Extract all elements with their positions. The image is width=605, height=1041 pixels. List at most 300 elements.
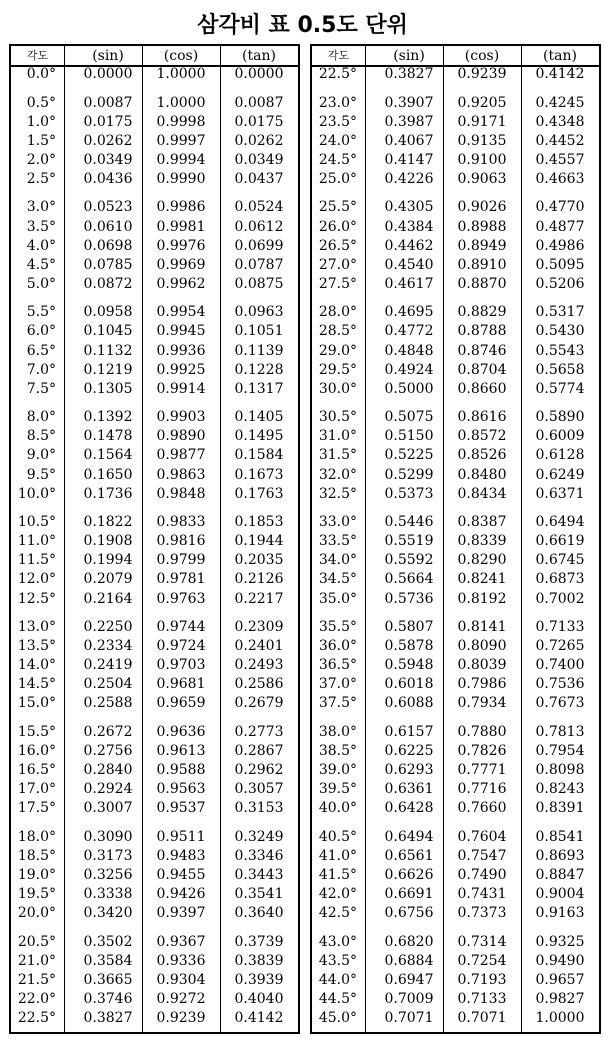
cell-tan: 0.0699	[234, 237, 284, 254]
cell-angle: 24.5°	[318, 151, 357, 168]
cell-tan: 0.8098	[535, 762, 585, 779]
cell-cos: 0.9998	[156, 113, 206, 130]
cell-angle: 17.5°	[17, 800, 56, 817]
cell-tan: 0.3739	[234, 933, 284, 950]
cell-tan: 0.3153	[234, 800, 284, 817]
cell-angle: 21.5°	[17, 971, 56, 988]
cell-sin: 0.3987	[384, 113, 434, 130]
cell-cos: 0.9659	[156, 695, 206, 712]
cell-tan: 0.2586	[234, 676, 284, 693]
cell-angle: 26.0°	[318, 218, 357, 235]
cell-tan: 0.7536	[535, 676, 585, 693]
cell-tan: 0.3346	[234, 847, 284, 864]
cell-tan: 0.0000	[234, 66, 284, 82]
cell-sin: 0.3502	[83, 933, 133, 950]
cell-cos: 0.9367	[156, 933, 206, 950]
cell-sin: 0.6820	[384, 933, 434, 950]
cell-sin: 0.6561	[384, 847, 434, 864]
cell-cos: 0.9171	[457, 113, 507, 130]
cell-cos: 0.9981	[156, 218, 206, 235]
cell-angle: 37.0°	[318, 676, 357, 693]
cell-cos: 0.9613	[156, 743, 206, 759]
cell-tan: 0.5774	[535, 380, 585, 397]
cell-tan: 0.4986	[535, 237, 585, 254]
trig-table-right	[310, 44, 601, 1034]
cell-angle: 6.0°	[26, 323, 56, 340]
cell-sin: 0.2419	[83, 657, 133, 674]
cell-sin: 0.3827	[384, 66, 434, 82]
cell-sin: 0.1822	[83, 514, 133, 531]
cell-sin: 0.5736	[384, 590, 434, 607]
cell-cos: 0.9890	[156, 428, 206, 445]
cell-cos: 0.9816	[156, 533, 206, 550]
cell-tan: 0.4557	[535, 151, 585, 168]
cell-sin: 0.2588	[83, 695, 133, 712]
cell-cos: 0.8339	[457, 533, 507, 550]
cell-cos: 0.8949	[457, 237, 507, 254]
cell-angle: 3.5°	[26, 218, 56, 235]
cell-cos: 0.9877	[156, 447, 206, 464]
cell-sin: 0.4924	[384, 361, 434, 378]
cell-sin: 0.3746	[83, 991, 133, 1007]
cell-tan: 0.4142	[234, 1010, 284, 1027]
cell-angle: 23.5°	[318, 113, 357, 130]
cell-cos: 0.9239	[457, 66, 507, 82]
cell-tan: 0.6619	[535, 533, 585, 550]
cell-sin: 0.1994	[83, 552, 133, 569]
cell-tan: 0.7133	[535, 619, 585, 635]
cell-cos: 0.9994	[156, 151, 206, 168]
cell-sin: 0.7071	[384, 1010, 434, 1027]
cell-sin: 0.4772	[384, 323, 434, 340]
cell-angle: 39.5°	[318, 781, 357, 798]
cell-angle: 0.0°	[26, 66, 56, 82]
cell-angle: 40.0°	[318, 800, 357, 817]
cell-angle: 35.5°	[318, 619, 357, 635]
cell-sin: 0.6293	[384, 762, 434, 779]
cell-cos: 0.7547	[457, 847, 507, 864]
cell-angle: 43.5°	[318, 952, 357, 969]
cell-sin: 0.4617	[384, 275, 434, 292]
cell-angle: 6.5°	[26, 342, 56, 359]
cell-angle: 33.5°	[318, 533, 357, 550]
cell-sin: 0.6157	[384, 723, 434, 740]
cell-sin: 0.5225	[384, 447, 434, 464]
cell-angle: 9.0°	[26, 447, 56, 464]
cell-tan: 0.6371	[535, 485, 585, 502]
cell-cos: 0.8192	[457, 590, 507, 607]
cell-cos: 0.9863	[156, 466, 206, 483]
cell-tan: 0.5658	[535, 361, 585, 378]
cell-cos: 0.8434	[457, 485, 507, 502]
cell-sin: 0.3420	[83, 905, 133, 922]
cell-cos: 0.7604	[457, 828, 507, 845]
cell-sin: 0.3338	[83, 886, 133, 903]
cell-tan: 0.6128	[535, 447, 585, 464]
cell-cos: 0.9455	[156, 867, 206, 883]
cell-cos: 0.9914	[156, 380, 206, 397]
cell-tan: 0.3541	[234, 886, 284, 903]
cell-angle: 44.0°	[318, 971, 357, 988]
cell-tan: 0.4452	[535, 132, 585, 149]
cell-tan: 0.6745	[535, 552, 585, 569]
cell-tan: 0.2679	[234, 695, 284, 712]
cell-tan: 0.1405	[234, 409, 284, 426]
cell-angle: 28.0°	[318, 304, 357, 321]
cell-angle: 1.0°	[26, 113, 56, 130]
header-cos: (cos)	[464, 48, 500, 64]
cell-tan: 0.2867	[234, 743, 284, 759]
cell-angle: 30.5°	[318, 409, 357, 426]
cell-cos: 0.9986	[156, 199, 206, 216]
cell-tan: 0.5317	[535, 304, 585, 321]
cell-sin: 0.3090	[83, 828, 133, 845]
cell-tan: 0.0262	[234, 132, 284, 149]
header-angle: 각도	[26, 49, 49, 62]
cell-tan: 0.4877	[535, 218, 585, 235]
cell-cos: 0.9563	[156, 781, 206, 798]
cell-tan: 0.8541	[535, 828, 585, 845]
cell-tan: 0.4142	[535, 66, 585, 82]
cell-tan: 0.3939	[234, 971, 284, 988]
cell-sin: 0.3007	[83, 800, 133, 817]
cell-sin: 0.0349	[83, 151, 133, 168]
cell-tan: 1.0000	[535, 1010, 585, 1027]
cell-cos: 0.9100	[457, 151, 507, 168]
header-sin: (sin)	[393, 48, 425, 64]
cell-tan: 0.5095	[535, 256, 585, 273]
cell-tan: 0.9657	[535, 971, 585, 988]
cell-sin: 0.0436	[83, 170, 133, 187]
cell-sin: 0.2504	[83, 676, 133, 693]
cell-cos: 0.8704	[457, 361, 507, 378]
cell-tan: 0.1944	[234, 533, 284, 550]
cell-angle: 32.5°	[318, 485, 357, 502]
cell-sin: 0.4067	[384, 132, 434, 149]
cell-sin: 0.1908	[83, 533, 133, 550]
cell-angle: 22.5°	[17, 1010, 56, 1027]
table-header-left	[11, 46, 298, 67]
cell-tan: 0.2217	[234, 590, 284, 607]
cell-sin: 0.0523	[83, 199, 133, 216]
cell-tan: 0.0349	[234, 151, 284, 168]
cell-tan: 0.1317	[234, 380, 284, 397]
cell-angle: 42.0°	[318, 886, 357, 903]
cell-tan: 0.9004	[535, 886, 585, 903]
cell-cos: 0.7193	[457, 971, 507, 988]
cell-sin: 0.1045	[83, 323, 133, 340]
cell-tan: 0.1763	[234, 485, 284, 502]
cell-angle: 16.0°	[17, 743, 56, 759]
cell-cos: 1.0000	[156, 66, 206, 82]
cell-sin: 0.3665	[83, 971, 133, 988]
cell-angle: 35.0°	[318, 590, 357, 607]
cell-sin: 0.2924	[83, 781, 133, 798]
cell-angle: 19.5°	[17, 886, 56, 903]
cell-sin: 0.4384	[384, 218, 434, 235]
cell-cos: 0.9997	[156, 132, 206, 149]
cell-sin: 0.1650	[83, 466, 133, 483]
cell-tan: 0.5890	[535, 409, 585, 426]
cell-angle: 13.0°	[17, 619, 56, 635]
cell-angle: 3.0°	[26, 199, 56, 216]
cell-angle: 18.5°	[17, 847, 56, 864]
cell-angle: 36.0°	[318, 638, 357, 655]
cell-cos: 0.9763	[156, 590, 206, 607]
cell-angle: 10.0°	[17, 485, 56, 502]
cell-cos: 0.9397	[156, 905, 206, 922]
cell-tan: 0.9163	[535, 905, 585, 922]
cell-sin: 0.1564	[83, 447, 133, 464]
cell-angle: 20.0°	[17, 905, 56, 922]
cell-cos: 0.9799	[156, 552, 206, 569]
cell-cos: 0.9537	[156, 800, 206, 817]
cell-sin: 0.2334	[83, 638, 133, 655]
cell-sin: 0.3827	[83, 1010, 133, 1027]
cell-sin: 0.5000	[384, 380, 434, 397]
cell-tan: 0.9490	[535, 952, 585, 969]
cell-angle: 24.0°	[318, 132, 357, 149]
cell-angle: 17.0°	[17, 781, 56, 798]
cell-cos: 0.9135	[457, 132, 507, 149]
cell-angle: 20.5°	[17, 933, 56, 950]
cell-angle: 30.0°	[318, 380, 357, 397]
cell-tan: 0.3443	[234, 867, 284, 883]
cell-sin: 0.0610	[83, 218, 133, 235]
page-title: 삼각비 표 0.5도 단위	[197, 13, 408, 38]
cell-angle: 4.0°	[26, 237, 56, 254]
cell-cos: 0.7133	[457, 991, 507, 1007]
cell-tan: 0.7954	[535, 743, 585, 759]
column-divider	[365, 46, 366, 1032]
cell-sin: 0.3256	[83, 867, 133, 883]
cell-tan: 0.4245	[535, 94, 585, 111]
cell-angle: 41.0°	[318, 847, 357, 864]
cell-angle: 32.0°	[318, 466, 357, 483]
cell-cos: 0.9426	[156, 886, 206, 903]
cell-sin: 0.4540	[384, 256, 434, 273]
cell-angle: 2.0°	[26, 151, 56, 168]
cell-cos: 0.8616	[457, 409, 507, 426]
cell-tan: 0.7002	[535, 590, 585, 607]
cell-sin: 0.1305	[83, 380, 133, 397]
cell-cos: 0.9304	[156, 971, 206, 988]
header-tan: (tan)	[543, 48, 577, 64]
cell-angle: 43.0°	[318, 933, 357, 950]
cell-angle: 31.5°	[318, 447, 357, 464]
cell-angle: 37.5°	[318, 695, 357, 712]
cell-angle: 41.5°	[318, 867, 357, 883]
cell-sin: 0.2164	[83, 590, 133, 607]
cell-tan: 0.3839	[234, 952, 284, 969]
cell-angle: 34.5°	[318, 571, 357, 588]
cell-sin: 0.6691	[384, 886, 434, 903]
cell-angle: 11.0°	[17, 533, 56, 550]
cell-sin: 0.0087	[83, 94, 133, 111]
cell-cos: 0.9962	[156, 275, 206, 292]
cell-sin: 0.2250	[83, 619, 133, 635]
cell-cos: 0.8526	[457, 447, 507, 464]
column-divider	[64, 46, 65, 1032]
cell-angle: 2.5°	[26, 170, 56, 187]
cell-angle: 36.5°	[318, 657, 357, 674]
cell-cos: 0.9588	[156, 762, 206, 779]
cell-angle: 8.0°	[26, 409, 56, 426]
cell-tan: 0.0963	[234, 304, 284, 321]
cell-angle: 33.0°	[318, 514, 357, 531]
cell-sin: 0.5150	[384, 428, 434, 445]
cell-angle: 38.0°	[318, 723, 357, 740]
cell-angle: 45.0°	[318, 1010, 357, 1027]
cell-angle: 25.5°	[318, 199, 357, 216]
cell-angle: 22.0°	[17, 991, 56, 1007]
cell-cos: 0.8660	[457, 380, 507, 397]
cell-tan: 0.2126	[234, 571, 284, 588]
cell-angle: 7.0°	[26, 361, 56, 378]
cell-sin: 0.2756	[83, 743, 133, 759]
cell-cos: 0.7254	[457, 952, 507, 969]
cell-tan: 0.0087	[234, 94, 284, 111]
cell-tan: 0.1495	[234, 428, 284, 445]
cell-cos: 0.9511	[156, 828, 206, 845]
cell-tan: 0.0524	[234, 199, 284, 216]
cell-angle: 16.5°	[17, 762, 56, 779]
cell-angle: 44.5°	[318, 991, 357, 1007]
cell-angle: 23.0°	[318, 94, 357, 111]
cell-tan: 0.0175	[234, 113, 284, 130]
cell-cos: 1.0000	[156, 94, 206, 111]
cell-cos: 0.8572	[457, 428, 507, 445]
cell-sin: 0.5519	[384, 533, 434, 550]
cell-sin: 0.5878	[384, 638, 434, 655]
cell-cos: 0.9063	[457, 170, 507, 187]
cell-tan: 0.5543	[535, 342, 585, 359]
cell-tan: 0.2493	[234, 657, 284, 674]
cell-cos: 0.8788	[457, 323, 507, 340]
cell-angle: 8.5°	[26, 428, 56, 445]
cell-angle: 9.5°	[26, 466, 56, 483]
cell-cos: 0.9848	[156, 485, 206, 502]
cell-tan: 0.2773	[234, 723, 284, 740]
cell-sin: 0.0698	[83, 237, 133, 254]
cell-sin: 0.6884	[384, 952, 434, 969]
cell-tan: 0.1139	[234, 342, 284, 359]
cell-cos: 0.9781	[156, 571, 206, 588]
header-sin: (sin)	[92, 48, 124, 64]
cell-tan: 0.7673	[535, 695, 585, 712]
cell-angle: 15.0°	[17, 695, 56, 712]
cell-sin: 0.4695	[384, 304, 434, 321]
cell-cos: 0.9724	[156, 638, 206, 655]
cell-angle: 14.0°	[17, 657, 56, 674]
cell-tan: 0.1228	[234, 361, 284, 378]
cell-sin: 0.2672	[83, 723, 133, 740]
cell-angle: 26.5°	[318, 237, 357, 254]
cell-tan: 0.3640	[234, 905, 284, 922]
cell-sin: 0.0958	[83, 304, 133, 321]
cell-cos: 0.7071	[457, 1010, 507, 1027]
cell-angle: 34.0°	[318, 552, 357, 569]
cell-tan: 0.9325	[535, 933, 585, 950]
header-cos: (cos)	[163, 48, 199, 64]
cell-cos: 0.8090	[457, 638, 507, 655]
cell-cos: 0.8746	[457, 342, 507, 359]
cell-sin: 0.6361	[384, 781, 434, 798]
cell-sin: 0.1736	[83, 485, 133, 502]
cell-sin: 0.4305	[384, 199, 434, 216]
cell-cos: 0.8829	[457, 304, 507, 321]
cell-angle: 28.5°	[318, 323, 357, 340]
cell-cos: 0.8241	[457, 571, 507, 588]
cell-cos: 0.9925	[156, 361, 206, 378]
cell-tan: 0.4348	[535, 113, 585, 130]
cell-tan: 0.1853	[234, 514, 284, 531]
cell-cos: 0.9936	[156, 342, 206, 359]
cell-angle: 4.5°	[26, 256, 56, 273]
cell-cos: 0.9976	[156, 237, 206, 254]
cell-tan: 0.3057	[234, 781, 284, 798]
cell-cos: 0.9744	[156, 619, 206, 635]
cell-tan: 0.8391	[535, 800, 585, 817]
cell-cos: 0.7771	[457, 762, 507, 779]
cell-sin: 0.5299	[384, 466, 434, 483]
cell-sin: 0.6756	[384, 905, 434, 922]
cell-angle: 22.5°	[318, 66, 357, 82]
cell-tan: 0.9827	[535, 991, 585, 1007]
cell-cos: 0.7934	[457, 695, 507, 712]
cell-sin: 0.6088	[384, 695, 434, 712]
cell-sin: 0.5446	[384, 514, 434, 531]
cell-cos: 0.9703	[156, 657, 206, 674]
cell-tan: 0.8847	[535, 867, 585, 883]
cell-tan: 0.5206	[535, 275, 585, 292]
cell-cos: 0.9954	[156, 304, 206, 321]
cell-cos: 0.9833	[156, 514, 206, 531]
cell-angle: 38.5°	[318, 743, 357, 759]
cell-tan: 0.1051	[234, 323, 284, 340]
cell-cos: 0.8910	[457, 256, 507, 273]
cell-tan: 0.8243	[535, 781, 585, 798]
cell-angle: 19.0°	[17, 867, 56, 883]
cell-tan: 0.6009	[535, 428, 585, 445]
cell-tan: 0.0875	[234, 275, 284, 292]
cell-angle: 39.0°	[318, 762, 357, 779]
cell-sin: 0.4147	[384, 151, 434, 168]
header-angle: 각도	[327, 49, 350, 62]
cell-cos: 0.9483	[156, 847, 206, 864]
cell-cos: 0.9969	[156, 256, 206, 273]
cell-angle: 5.5°	[26, 304, 56, 321]
cell-tan: 0.1673	[234, 466, 284, 483]
cell-tan: 0.7400	[535, 657, 585, 674]
cell-angle: 14.5°	[17, 676, 56, 693]
cell-cos: 0.8988	[457, 218, 507, 235]
cell-tan: 0.0612	[234, 218, 284, 235]
cell-cos: 0.8870	[457, 275, 507, 292]
cell-sin: 0.3584	[83, 952, 133, 969]
cell-sin: 0.1478	[83, 428, 133, 445]
cell-angle: 40.5°	[318, 828, 357, 845]
cell-tan: 0.0787	[234, 256, 284, 273]
cell-sin: 0.0175	[83, 113, 133, 130]
cell-angle: 1.5°	[26, 132, 56, 149]
cell-angle: 31.0°	[318, 428, 357, 445]
cell-sin: 0.5373	[384, 485, 434, 502]
cell-tan: 0.4040	[234, 991, 284, 1007]
cell-sin: 0.3907	[384, 94, 434, 111]
cell-angle: 0.5°	[26, 94, 56, 111]
cell-cos: 0.8290	[457, 552, 507, 569]
